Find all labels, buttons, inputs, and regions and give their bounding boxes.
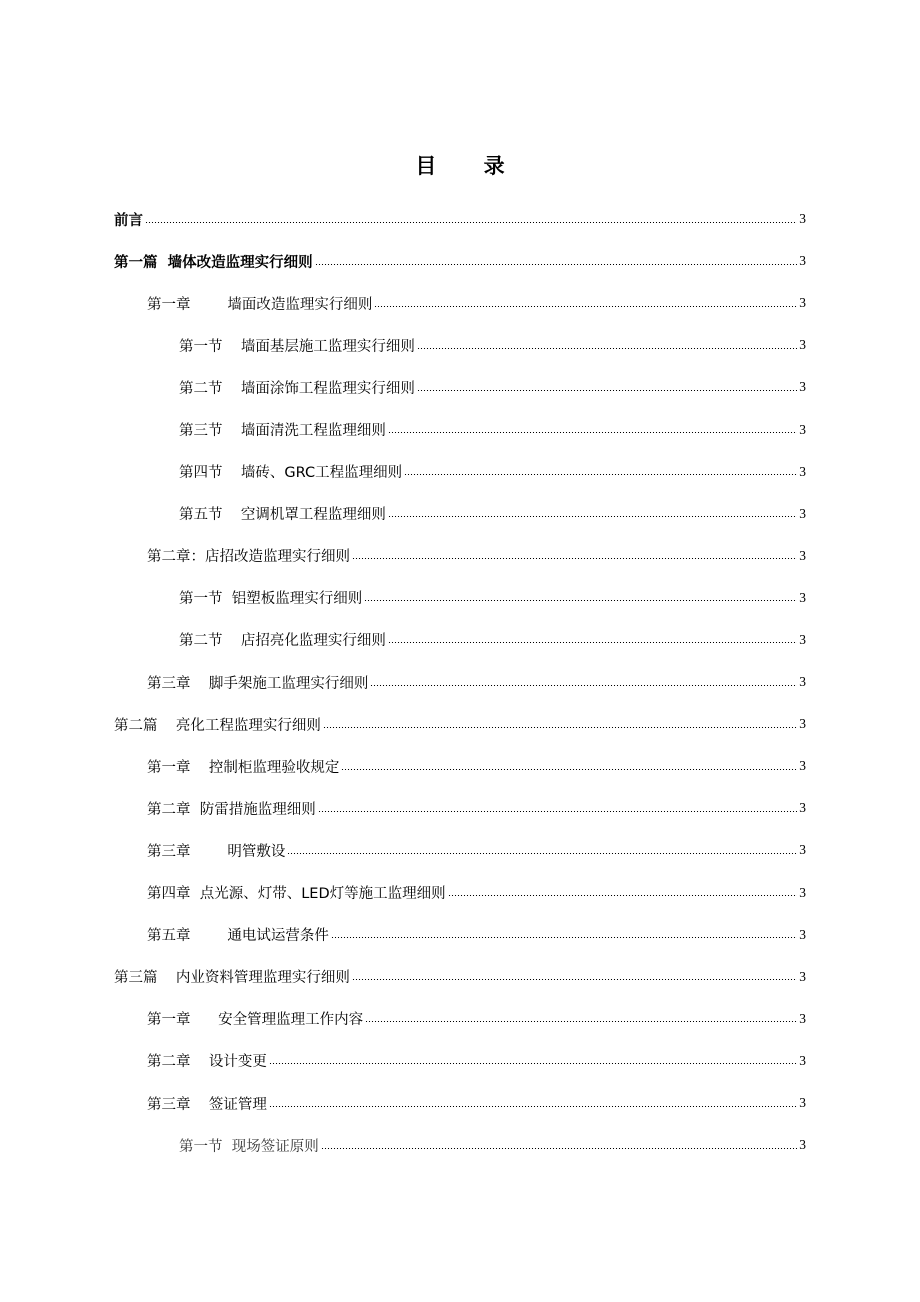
toc-entry-label: 第二章 设计变更	[147, 1054, 267, 1071]
toc-entry[interactable]	[0, 1124, 920, 1166]
dot-leader	[364, 600, 797, 601]
toc-entry-label: 第一节 现场签证原则	[179, 1138, 319, 1155]
toc-entry[interactable]	[0, 408, 920, 450]
toc-entry[interactable]	[0, 198, 920, 240]
dot-leader	[417, 348, 797, 349]
toc-page-number: 3	[799, 800, 806, 816]
dot-leader	[352, 558, 797, 559]
toc-page-number: 3	[799, 968, 806, 984]
toc-entry-label: 第一章 控制柜监理验收规定	[147, 759, 340, 776]
dot-leader	[404, 474, 797, 475]
toc-entry[interactable]	[0, 493, 920, 535]
toc-entry-label: 第三节 墙面清洗工程监理细则	[179, 423, 386, 440]
toc-entry[interactable]	[0, 282, 920, 324]
dot-leader	[352, 979, 797, 980]
toc-page-number: 3	[799, 337, 806, 353]
toc-entry-label: 第一篇 墙体改造监理实行细则	[114, 254, 313, 271]
dot-leader	[365, 1021, 797, 1022]
toc-page-number: 3	[799, 842, 806, 858]
dot-leader	[145, 222, 797, 223]
toc-entry-label: 第二章 防雷措施监理细则	[147, 801, 316, 818]
dot-leader	[388, 642, 797, 643]
toc-entry-label: 第五章 通电试运营条件	[147, 928, 329, 945]
toc-page-number: 3	[799, 631, 806, 647]
toc-entry-label: 第三章 明管敷设	[147, 843, 286, 860]
toc-page-number: 3	[799, 1137, 806, 1153]
toc-page-number: 3	[799, 926, 806, 942]
toc-page-number: 3	[799, 1010, 806, 1026]
toc-page-number: 3	[799, 463, 806, 479]
toc-entry[interactable]	[0, 577, 920, 619]
toc-entry[interactable]	[0, 787, 920, 829]
toc-entry[interactable]	[0, 619, 920, 661]
toc-entry[interactable]	[0, 451, 920, 493]
toc-entry[interactable]	[0, 1082, 920, 1124]
toc-entry[interactable]	[0, 535, 920, 577]
dot-leader	[341, 769, 797, 770]
dot-leader	[269, 1063, 797, 1064]
toc-page-number: 3	[799, 505, 806, 521]
toc-page-number: 3	[799, 253, 806, 269]
toc-title: 目 录	[415, 154, 525, 178]
toc-entry-label: 第一节 铝塑板监理实行细则	[179, 591, 363, 608]
dot-leader	[448, 895, 798, 896]
toc-page-number: 3	[799, 589, 806, 605]
toc-page-number: 3	[799, 1095, 806, 1111]
toc-entry-label: 第二篇 亮化工程监理实行细则	[114, 717, 321, 734]
dot-leader	[417, 390, 797, 391]
dot-leader	[388, 516, 797, 517]
toc-page-number: 3	[799, 421, 806, 437]
toc-entry[interactable]	[0, 745, 920, 787]
toc-entry[interactable]	[0, 324, 920, 366]
toc-entry-label: 第一章 墙面改造监理实行细则	[147, 296, 373, 313]
toc-entry-label: 第三章 脚手架施工监理实行细则	[147, 675, 369, 692]
toc-entry[interactable]	[0, 703, 920, 745]
toc-entry[interactable]	[0, 829, 920, 871]
toc-entry-label: 第二章：店招改造监理实行细则	[147, 549, 350, 566]
dot-leader	[287, 853, 797, 854]
toc-page-number: 3	[799, 211, 806, 227]
toc-list	[0, 198, 920, 1166]
toc-entry-label: 第三章 签证管理	[147, 1096, 267, 1113]
dot-leader	[323, 727, 797, 728]
dot-leader	[331, 937, 797, 938]
toc-entry[interactable]	[0, 872, 920, 914]
toc-page-number: 3	[799, 884, 806, 900]
toc-entry-label: 第一章 安全管理监理工作内容	[147, 1012, 364, 1029]
dot-leader	[374, 306, 797, 307]
toc-entry[interactable]	[0, 1040, 920, 1082]
toc-entry[interactable]	[0, 240, 920, 282]
dot-leader	[321, 1148, 798, 1149]
dot-leader	[388, 432, 797, 433]
toc-page-number: 3	[799, 1052, 806, 1068]
toc-entry-label: 第五节 空调机罩工程监理细则	[179, 507, 386, 524]
dot-leader	[315, 264, 798, 265]
toc-entry[interactable]	[0, 366, 920, 408]
toc-page-number: 3	[799, 758, 806, 774]
toc-entry[interactable]	[0, 661, 920, 703]
dot-leader	[370, 685, 797, 686]
toc-page-number: 3	[799, 547, 806, 563]
toc-page-number: 3	[799, 716, 806, 732]
toc-entry[interactable]	[0, 998, 920, 1040]
toc-entry-label: 第二节 店招亮化监理实行细则	[179, 633, 386, 650]
toc-page-number: 3	[799, 379, 806, 395]
toc-entry-label: 第四章 点光源、灯带、LED灯等施工监理细则	[147, 886, 446, 903]
toc-entry-label: 第二节 墙面涂饰工程监理实行细则	[179, 380, 415, 397]
dot-leader	[269, 1106, 797, 1107]
toc-entry-label: 第四节 墙砖、GRC工程监理细则	[179, 465, 403, 482]
toc-entry-label: 第三篇 内业资料管理监理实行细则	[114, 970, 350, 987]
toc-entry-label: 前言	[114, 212, 143, 229]
dot-leader	[318, 811, 798, 812]
toc-page-number: 3	[799, 674, 806, 690]
toc-entry-label: 第一节 墙面基层施工监理实行细则	[179, 338, 415, 355]
toc-page-number: 3	[799, 295, 806, 311]
toc-entry[interactable]	[0, 956, 920, 998]
toc-entry[interactable]	[0, 914, 920, 956]
